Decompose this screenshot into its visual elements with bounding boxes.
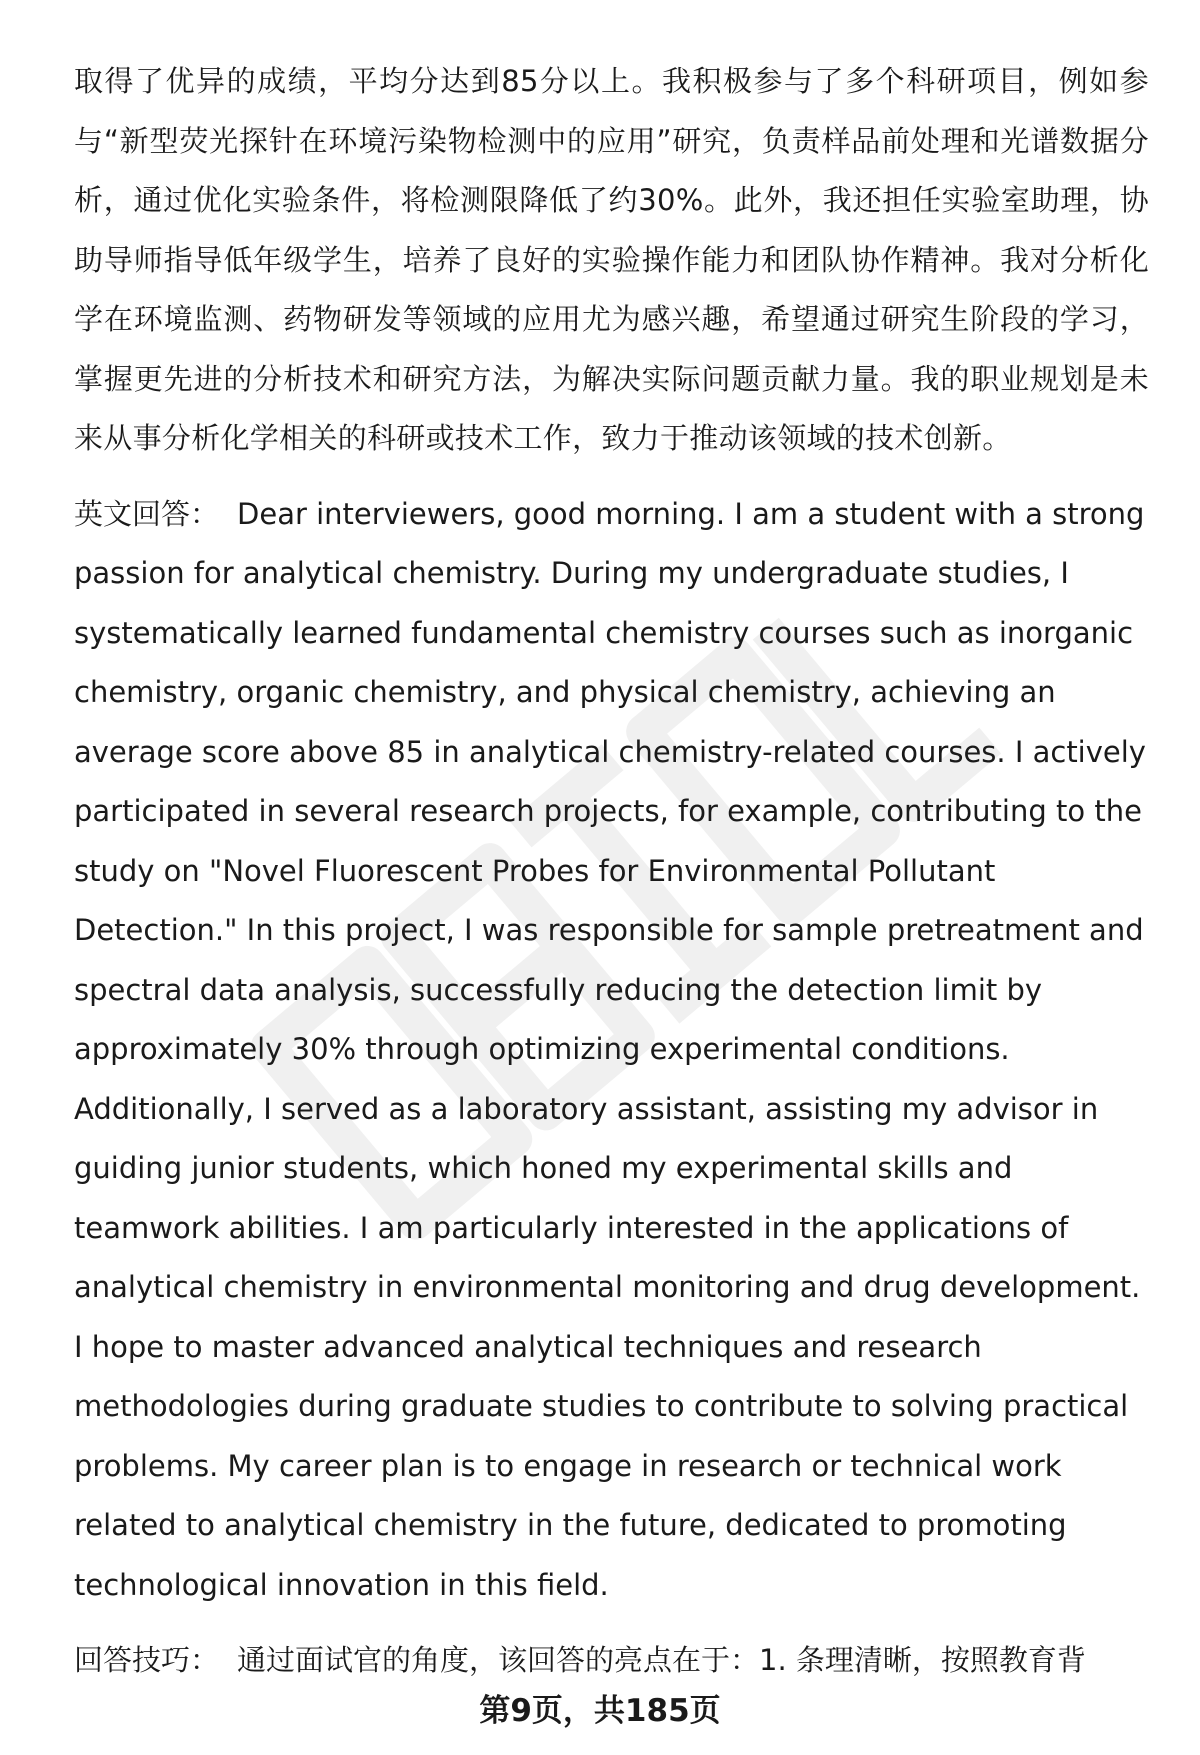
chinese-answer-paragraph: 取得了优异的成绩，平均分达到85分以上。我积极参与了多个科研项目，例如参与“新型荧光探针在环境污染物检测中的应用”研究，负责样品前处理和光谱数据分析，通过优化实验条件，将检测限降低了约30%。此外，我还担任实验室助理，协助导师指导低年级学生，培养了良好的实验操作能力和团队协作精神。我对分析化学在环境监测、药物研发等领域的应用尤为感兴趣，希望通过研究生阶段的学习，掌握更先进的分析技术和研究方法，为解决实际问题贡献力量。我的职业规划是未来从事分析化学相关的科研或技术工作，致力于推动该领域的技术创新。 — [74, 64, 1149, 455]
english-answer-text: Dear interviewers, good morning. I am a student with a strong passion for analytical chemistry. During my undergraduate studies, I systematically learned fundamental chemistry courses such as inorganic chemistry, organic chemistry, and physical chemistry, achieving an average score above 85 in analytical chemistry-related courses. I actively participated in several research projects, for example, contributing to the study on "Novel Fluorescent Probes for Environmental Pollutant Detection." In this project, I was responsible for sample pretreatment and spectral data analysis, successfully reducing the detection limit by approximately 30% through optimizing experimental conditions. Additionally, I served as a laboratory assistant, assisting my advisor in guiding junior students, which honed my experimental skills and teamwork abilities. I am particularly interested in the applications of analytical chemistry in environmental monitoring and drug development. I hope to master advanced analytical techniques and research methodologies during graduate studies to contribute to solving practical problems. My career plan is to engage in research or technical work related to analytical chemistry in the future, dedicated to promoting technological innovation in this field. — [74, 496, 1146, 1602]
answer-tips-label: 回答技巧： — [74, 1643, 220, 1677]
english-answer-label: 英文回答： — [74, 496, 220, 531]
answer-tips-text: 通过面试官的角度，该回答的亮点在于：1. 条理清晰，按照教育背 — [237, 1643, 1086, 1677]
english-answer-paragraph — [74, 485, 1149, 1616]
answer-tips-paragraph — [74, 1631, 1149, 1691]
document-page — [74, 52, 1149, 1691]
page-indicator: 第9页，共185页 — [479, 1693, 721, 1729]
